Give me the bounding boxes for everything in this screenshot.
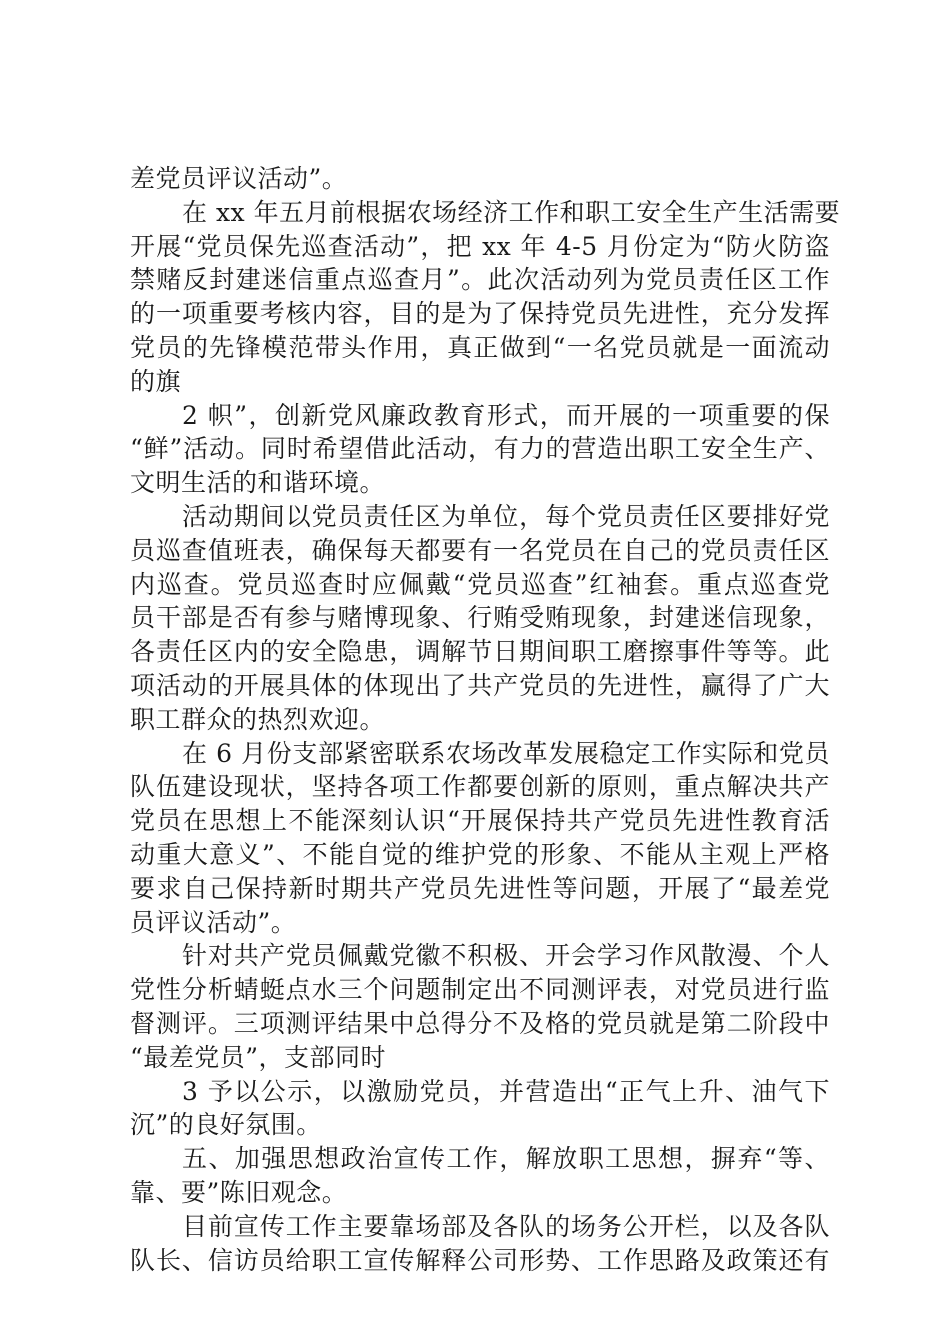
text-line: 动重大意义”、不能自觉的维护党的形象、不能从主观上严格: [130, 839, 830, 869]
text-line: 党员在思想上不能深刻认识“开展保持共产党员先进性教育活: [130, 806, 830, 836]
text-line: 员干部是否有参与赌博现象、行贿受贿现象，封建迷信现象，: [130, 603, 830, 633]
text-line: 在 xx 年五月前根据农场经济工作和职工安全生产生活需要: [182, 197, 841, 227]
text-line: 2 帜”，创新党风廉政教育形式，而开展的一项重要的保: [182, 400, 830, 430]
text-line: 针对共产党员佩戴党徽不积极、开会学习作风散漫、个人: [182, 941, 830, 971]
text-line: 员巡查值班表，确保每天都要有一名党员在自己的党员责任区: [130, 535, 830, 565]
document-body: [130, 162, 841, 1277]
text-line: 在 6 月份支部紧密联系农场改革发展稳定工作实际和党员: [182, 738, 830, 768]
text-line: 文明生活的和谐环境。: [130, 468, 386, 498]
text-line: 开展“党员保先巡查活动”，把 xx 年 4-5 月份定为“防火防盗: [130, 231, 830, 261]
text-line: 差党员评议活动”。: [130, 164, 348, 193]
text-line: 五、加强思想政治宣传工作，解放职工思想，摒弃“等、: [182, 1144, 830, 1174]
text-line: 队伍建设现状，坚持各项工作都要创新的原则，重点解决共产: [130, 772, 830, 802]
text-line: 禁赌反封建迷信重点巡查月”。此次活动列为党员责任区工作: [130, 265, 830, 295]
text-line: 目前宣传工作主要靠场部及各队的场务公开栏，以及各队: [182, 1211, 830, 1241]
text-line: 沉”的良好氛围。: [130, 1110, 322, 1140]
text-line: 职工群众的热烈欢迎。: [130, 704, 386, 734]
text-line: 党员的先锋模范带头作用，真正做到“一名党员就是一面流动: [130, 332, 830, 362]
text-line: 各责任区内的安全隐患，调解节日期间职工磨擦事件等等。此: [130, 637, 830, 667]
text-line: 项活动的开展具体的体现出了共产党员的先进性，赢得了广大: [130, 670, 830, 700]
text-line: 督测评。三项测评结果中总得分不及格的党员就是第二阶段中: [130, 1008, 830, 1038]
text-line: “鲜”活动。同时希望借此活动，有力的营造出职工安全生产、: [130, 434, 830, 464]
text-line: 党性分析蜻蜓点水三个问题制定出不同测评表，对党员进行监: [130, 975, 830, 1005]
text-line: 队长、信访员给职工宣传解释公司形势、工作思路及政策还有: [130, 1245, 830, 1275]
text-line: 要求自己保持新时期共产党员先进性等问题，开展了“最差党: [130, 873, 830, 903]
text-line: 员评议活动”。: [130, 907, 297, 937]
text-line: 靠、要”陈旧观念。: [130, 1177, 348, 1207]
text-line: “最差党员”，支部同时: [130, 1042, 387, 1072]
text-line: 的旗: [130, 366, 182, 396]
text-line: 3 予以公示，以激励党员，并营造出“正气上升、油气下: [182, 1076, 830, 1106]
text-line: 的一项重要考核内容，目的是为了保持党员先进性，充分发挥: [130, 299, 830, 329]
text-line: 内巡查。党员巡查时应佩戴“党员巡查”红袖套。重点巡查党: [130, 569, 830, 599]
text-line: 活动期间以党员责任区为单位，每个党员责任区要排好党: [182, 501, 830, 531]
